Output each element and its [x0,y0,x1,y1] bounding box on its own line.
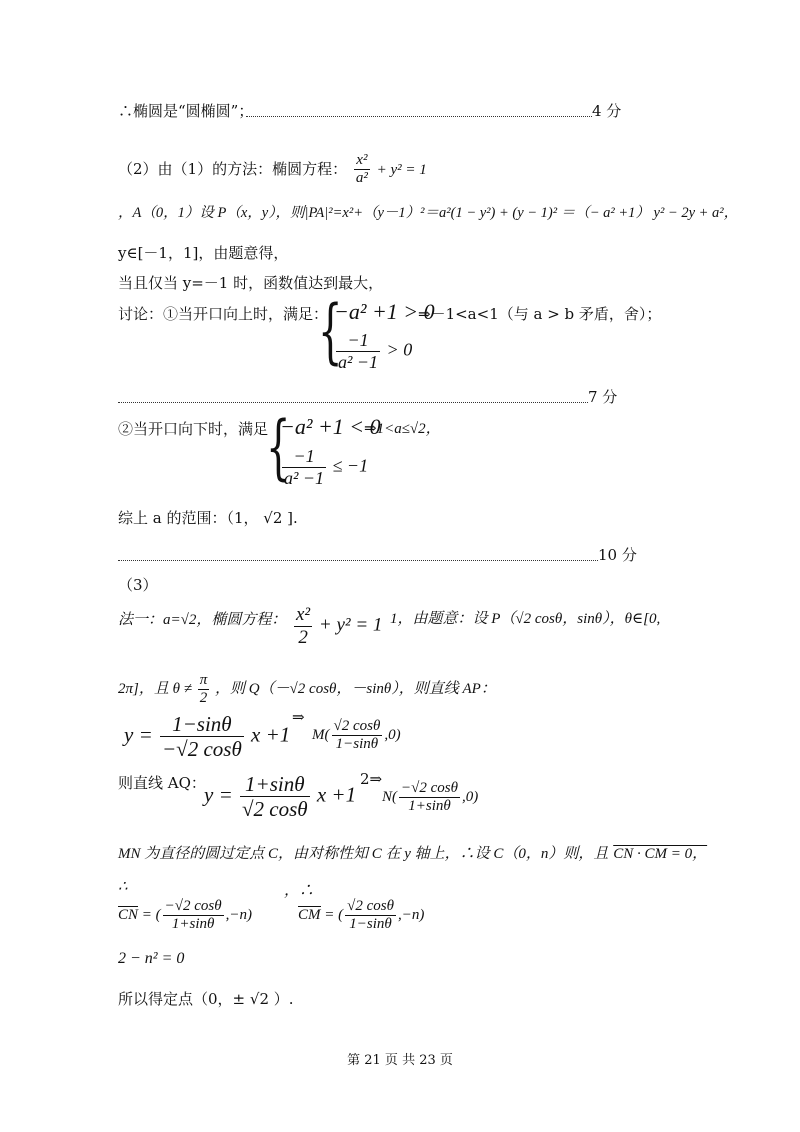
vector-cn-eq [118,898,252,934]
y-range-line: y∈[－1，1]，由题意得， [118,244,289,262]
aq-rest: x +1 [316,782,357,807]
cm-eq: = ( [324,907,344,924]
dotted-leader [118,402,588,403]
implies-arrow-2: 2⇒ [360,770,383,788]
frac-den: 2 [199,690,208,707]
vector-cm: CM [298,907,321,924]
case1-result: ⇒－1<a<1（与 a > b 矛盾，舍）； [418,305,662,323]
ellipse-rest: + y² = 1 [376,161,427,178]
dotted-leader [118,560,598,561]
therefore-1: ∴ [118,879,128,895]
frac-m [332,718,383,754]
frac-n [399,780,460,816]
case1-gt: > 0 [386,339,413,360]
n-close: ,0) [461,789,479,806]
pa-distance-line [118,202,738,224]
conclusion-line: ∴椭圆是“圆椭圆”； [118,102,254,120]
final-conclusion: 所以得定点（0，± √2 ）. [118,990,294,1008]
vector-cm-eq [298,898,424,934]
case1-brace: { [318,290,343,372]
case2-cond2 [280,446,368,488]
cm-close: ,−n) [397,907,425,924]
frac-den: 1−sinθ [349,916,392,933]
point-n [382,780,478,816]
frac-den: 1+sinθ [408,798,451,815]
q-point-text: ，则 Q（－√2 cosθ，－sinθ），则直线 AP： [214,681,496,698]
frac-den: a² −1 [338,351,379,372]
frac-den: 1−sinθ [335,736,379,753]
line-aq-label: 则直线 AQ： [118,774,206,792]
frac-num: 1+sinθ [240,772,310,797]
case2-le: ≤ −1 [332,455,369,476]
case2-label: ②当开口向下时，满足 [118,420,269,438]
case1-cond2 [334,330,412,372]
line-ap-eq [124,712,290,761]
frac-num: −1 [282,446,326,468]
page-footer: 第 21 页 共 23 页 [347,1053,453,1068]
line-aq-eq [204,772,356,821]
case2-brace: { [266,406,291,488]
set-point-p: 1，由题意：设 P（√2 cosθ，sinθ），θ∈[0, [390,611,661,627]
part3-label: （3） [118,576,158,594]
n-equation: 2 − n² = 0 [118,950,185,967]
frac-x2-a2 [354,152,370,188]
frac-den: −√2 cosθ [162,737,242,762]
frac-case2 [282,446,326,488]
frac-num: −√2 cosθ [399,780,460,798]
vector-cn: CN [118,907,139,924]
method1-line [118,608,286,631]
frac-num: x² [354,152,370,170]
dot-product-eq: CN · CM = 0， [613,846,708,862]
frac-den: a² −1 [284,467,325,488]
max-condition-line: 当且仅当 y=－1 时，函数值达到最大， [118,274,384,292]
ellipse-eq-2-rest: + y² = 1 [318,614,383,636]
part2-text: （2）由（1）的方法：椭圆方程： [118,159,348,178]
n-open: N( [382,789,397,806]
theta-condition-line [118,672,496,708]
frac-num: π [198,672,210,690]
case2-result: ⇒1<a≤√2， [364,421,441,437]
point-m [312,718,401,754]
method1-text: 法一：a=√2，椭圆方程： [118,612,287,628]
score-10: 10 分 [598,546,637,564]
cn-eq: = ( [141,907,161,924]
pa-text: ，A（0，1）设 P（x，y），则|PA|²=x²+（y－1）²＝ [118,205,440,221]
frac-den: √2 cosθ [242,797,308,822]
case1-cond1: −a² +1 > 0 [334,299,435,324]
dotted-leader [246,116,592,117]
ap-y: y = [124,722,153,747]
frac-num: −√2 cosθ [163,898,224,916]
implies-arrow: ⇒ [292,708,305,726]
ap-rest: x +1 [251,722,291,747]
range-summary: 综上 a 的范围：（1， √2 ]. [118,509,298,527]
frac-den: a² [355,170,368,187]
fixed-point-line [118,842,707,865]
score-7: 7 分 [588,388,618,406]
frac-num: √2 cosθ [345,898,396,916]
ellipse-eq-2 [292,604,382,649]
frac-den: 1+sinθ [171,916,215,933]
case1-label: 讨论：①当开口向上时，满足： [118,305,329,323]
frac-ap [160,712,244,761]
frac-pi-2 [198,672,210,708]
frac-cm [345,898,396,934]
frac-num: −1 [336,330,380,352]
fixed-point-text: MN 为直径的圆过定点 C，由对称性知 C 在 y 轴上，∴设 C（0，n）则，且 [118,846,609,862]
frac-num: x² [296,604,311,625]
frac-x2-2 [294,604,312,649]
score-4: 4 分 [592,102,622,120]
m-close: ,0) [384,727,401,744]
theta-text: 2π]，且 θ ≠ [118,681,192,698]
m-open: M( [312,727,330,744]
frac-num: 1−sinθ [160,712,244,737]
case2-cond1: −a² +1 < 0 [280,414,381,439]
part2-intro [118,152,427,188]
frac-case1 [336,330,380,372]
therefore-2: ，∴ [284,883,315,899]
aq-y: y = [204,782,233,807]
frac-num: √2 cosθ [332,718,383,736]
frac-den: 2 [298,626,308,648]
frac-aq [240,772,310,821]
pa-expansion: a²(1 − y²) + (y − 1)² ＝（− a² +1） y² − 2y + a²， [439,205,739,221]
cn-close: ,−n) [225,907,252,924]
frac-cn [163,898,224,934]
